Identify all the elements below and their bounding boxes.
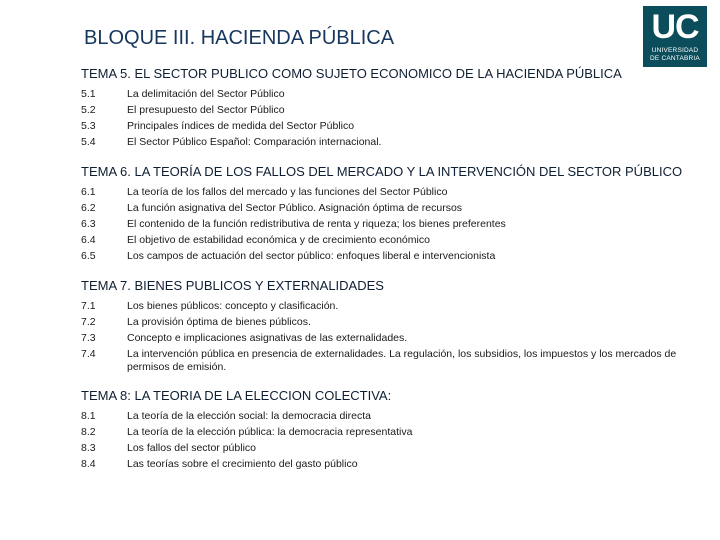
logo-line-1: UNIVERSIDAD [651, 47, 699, 54]
logo-line-2: DE CANTABRIA [650, 55, 700, 62]
list-item [81, 456, 691, 472]
item-text: El presupuesto del Sector Público [127, 104, 285, 116]
tema-heading: TEMA 8: LA TEORIA DE LA ELECCION COLECTIVA: [81, 388, 392, 403]
item-text: La provisión óptima de bienes públicos. [127, 316, 311, 328]
item-text: La teoría de la elección social: la democracia directa [127, 410, 371, 422]
list-item [81, 134, 691, 150]
item-number: 6.4 [81, 234, 96, 246]
item-text: El contenido de la función redistributiva de renta y riqueza; los bienes preferentes [127, 218, 506, 230]
item-text: Los bienes públicos: concepto y clasificación. [127, 300, 339, 312]
item-text: Principales índices de medida del Sector Público [127, 120, 355, 132]
item-number: 8.3 [81, 442, 96, 454]
item-number: 8.1 [81, 410, 96, 422]
list-item [81, 216, 691, 232]
list-item [81, 408, 691, 424]
list-item [81, 248, 691, 264]
list-item [81, 440, 691, 456]
item-number: 5.2 [81, 104, 96, 116]
list-item [81, 298, 691, 314]
syllabus-content [81, 66, 691, 472]
list-item [81, 232, 691, 248]
item-number: 7.4 [81, 348, 96, 360]
item-number: 8.4 [81, 458, 96, 470]
item-text: La teoría de los fallos del mercado y las funciones del Sector Público [127, 186, 448, 198]
list-item [81, 184, 691, 200]
item-number: 6.1 [81, 186, 96, 198]
item-number: 7.2 [81, 316, 96, 328]
list-item [81, 424, 691, 440]
tema-5-section [81, 66, 691, 150]
item-number: 7.1 [81, 300, 96, 312]
item-number: 6.5 [81, 250, 96, 262]
university-logo [643, 6, 707, 67]
item-text: El Sector Público Español: Comparación internacional. [127, 136, 382, 148]
list-item [81, 200, 691, 216]
list-item [81, 346, 691, 374]
logo-mark: UC [651, 8, 699, 46]
item-number: 7.3 [81, 332, 96, 344]
item-text: La intervención pública en presencia de externalidades. La regulación, los subsidios, los impuestos y los mercados de permisos de emisión. [127, 348, 677, 373]
item-text: Concepto e implicaciones asignativas de las externalidades. [127, 332, 408, 344]
item-text: El objetivo de estabilidad económica y de crecimiento económico [127, 234, 430, 246]
tema-6-section [81, 164, 691, 264]
item-text: Los campos de actuación del sector público: enfoques liberal e intervencionista [127, 250, 496, 262]
item-number: 6.3 [81, 218, 96, 230]
item-text: Las teorías sobre el crecimiento del gasto público [127, 458, 358, 470]
logo-text [643, 47, 707, 63]
item-text: La teoría de la elección pública: la democracia representativa [127, 426, 413, 438]
tema-heading: TEMA 7. BIENES PUBLICOS Y EXTERNALIDADES [81, 278, 384, 293]
tema-heading: TEMA 5. EL SECTOR PUBLICO COMO SUJETO ECONOMICO DE LA HACIENDA PÚBLICA [81, 66, 622, 81]
item-number: 8.2 [81, 426, 96, 438]
list-item [81, 330, 691, 346]
item-text: Los fallos del sector público [127, 442, 256, 454]
list-item [81, 102, 691, 118]
tema-heading: TEMA 6. LA TEORÍA DE LOS FALLOS DEL MERCADO Y LA INTERVENCIÓN DEL SECTOR PÚBLICO [81, 164, 683, 179]
tema-8-section [81, 388, 691, 472]
item-text: La función asignativa del Sector Público. Asignación óptima de recursos [127, 202, 463, 214]
page-title: BLOQUE III. HACIENDA PÚBLICA [84, 27, 395, 49]
item-text: La delimitación del Sector Público [127, 88, 285, 100]
item-number: 6.2 [81, 202, 96, 214]
tema-7-section [81, 278, 691, 374]
list-item [81, 118, 691, 134]
item-number: 5.1 [81, 88, 96, 100]
list-item [81, 86, 691, 102]
item-number: 5.3 [81, 120, 96, 132]
list-item [81, 314, 691, 330]
item-number: 5.4 [81, 136, 96, 148]
